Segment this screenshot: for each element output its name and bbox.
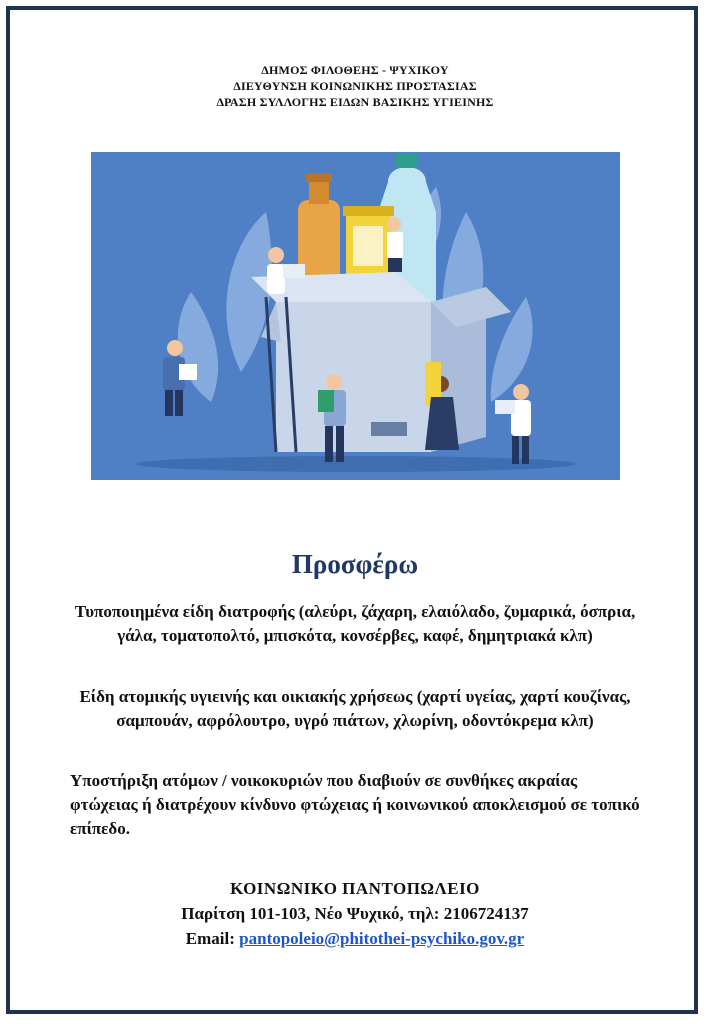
- header-municipality: ΔΗΜΟΣ ΦΙΛΟΘΕΗΣ - ΨΥΧΙΚΟΥ: [261, 63, 449, 77]
- header: [0, 62, 710, 110]
- ground-shadow: [136, 456, 576, 472]
- donation-box-illustration: [91, 152, 620, 480]
- header-action: ΔΡΑΣΗ ΣΥΛΛΟΓΗΣ ΕΙΔΩΝ ΒΑΣΙΚΗΣ ΥΓΙΕΙΝΗΣ: [216, 95, 494, 109]
- email-label: Email:: [185, 929, 235, 948]
- header-department: ΔΙΕΥΘΥΝΣΗ ΚΟΙΝΩΝΙΚΗΣ ΠΡΟΣΤΑΣΙΑΣ: [233, 79, 477, 93]
- shop-contact: [0, 876, 710, 951]
- jar: [343, 206, 394, 282]
- shop-email-line: [0, 926, 710, 951]
- person-on-top: [387, 217, 403, 272]
- shop-name: ΚΟΙΝΩΝΙΚΟ ΠΑΝΤΟΠΩΛΕΙΟ: [230, 879, 480, 898]
- email-link[interactable]: pantopoleio@phitothei-psychiko.gov.gr: [239, 929, 525, 948]
- support-paragraph: Υποστήριξη ατόμων / νοικοκυριών που διαβιούν σε συνθήκες ακραίας φτώχειας ή διατρέχουν κίνδυνο φτώχειας ή κοινωνικού αποκλεισμού σε τοπικό επίπεδο.: [70, 771, 640, 838]
- shop-address: Παρίτση 101-103, Νέο Ψυχικό, τηλ: 2106724137: [181, 904, 529, 923]
- page-title: Προσφέρω: [291, 549, 419, 579]
- hygiene-items-paragraph: Είδη ατομικής υγιεινής και οικιακής χρήσεως (χαρτί υγείας, χαρτί κουζίνας, σαμπουάν, αφρόλουτρο, υγρό πιάτων, χλωρίνη, οδοντόκρεμα κλπ): [79, 687, 631, 730]
- food-items-paragraph: Τυποποιημένα είδη διατροφής (αλεύρι, ζάχαρη, ελαιόλαδο, ζυμαρικά, όσπρια, γάλα, τοματοπολτό, μπισκότα, κονσέρβες, καφέ, δημητριακά κλπ): [74, 602, 636, 645]
